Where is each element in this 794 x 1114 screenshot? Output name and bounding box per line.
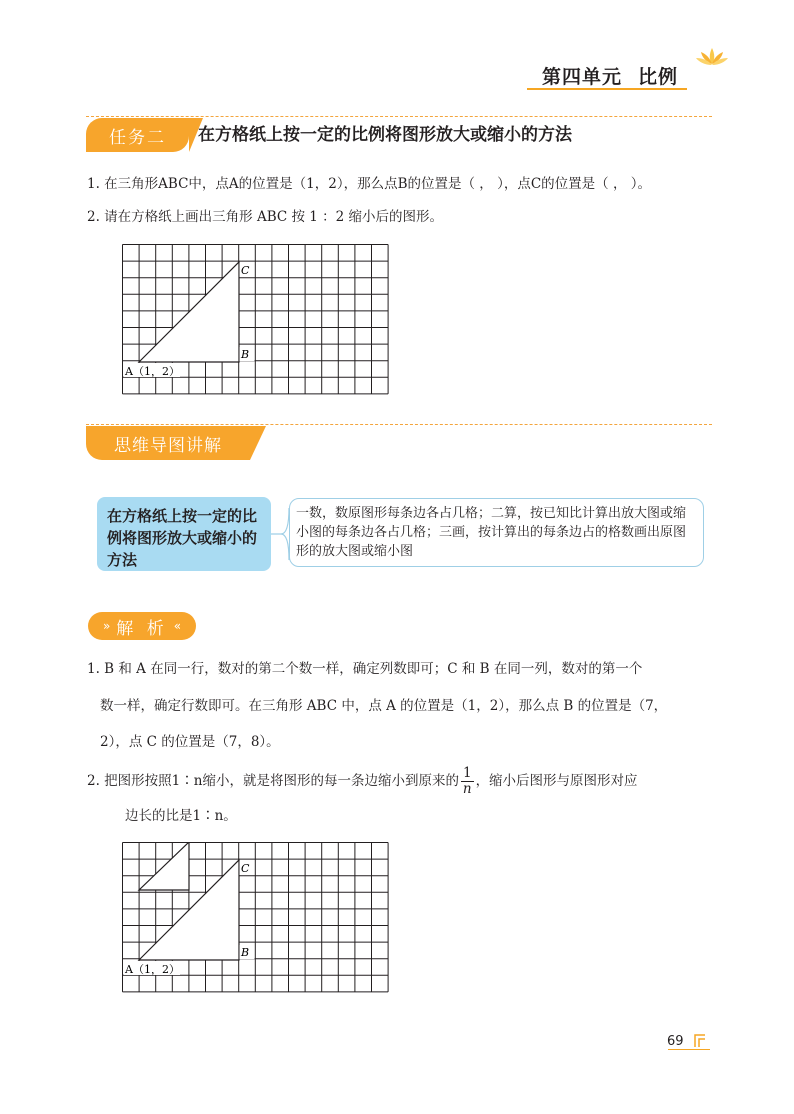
vertex-label-c: C [241, 862, 250, 875]
explanation-1-line-2: 数一样，确定行数即可。在三角形 ABC 中，点 A 的位置是（1，2），那么点 B 的位置是（7， [100, 698, 668, 714]
vertex-label-a: A（1，2） [125, 963, 180, 976]
lotus-icon [694, 44, 730, 70]
grid-figure-1 [122, 244, 389, 396]
mindmap-topic: 在方格纸上按一定的比例将图形放大或缩小的方法 [97, 497, 271, 571]
mindmap-content: 一数，数原图形每条边各占几格；二算，按已知比计算出放大图或缩小图的每条边各占几格；三画，按计算出的每条边占的格数画出原图形的放大图或缩小图 [289, 498, 704, 567]
question-2: 2. 请在方格纸上画出三角形 ABC 按 1 ：2 缩小后的图形。 [87, 209, 444, 225]
fraction-one-over-n [461, 766, 474, 797]
section-divider-2 [86, 424, 712, 425]
double-chevron-right-icon: » [102, 619, 111, 633]
vertex-label-b: B [241, 946, 250, 959]
question-1: 1. 在三角形ABC中，点A的位置是（1，2），那么点B的位置是（ ， ），点C的位置是（ ， ）。 [87, 176, 652, 192]
unit-topic: 比例 [638, 66, 679, 88]
fraction-denominator: n [462, 781, 472, 797]
task-pill: 任务二 [86, 118, 189, 152]
mindmap-connector [271, 504, 291, 564]
unit-label: 第四单元 [542, 66, 623, 88]
mindmap-pill: 思维导图讲解 [86, 426, 250, 460]
explanation-2-prefix: 2. 把图形按照1∶n缩小，就是将图形的每一条边缩小到原来的 [87, 773, 459, 789]
explanation-2-line-1 [87, 766, 638, 797]
analysis-label: 解 析 [116, 618, 168, 639]
page-number: 69 [667, 1034, 684, 1049]
explanation-2-line-2: 边长的比是1∶n。 [125, 808, 237, 824]
fraction-numerator: 1 [462, 765, 472, 781]
unit-title [542, 62, 678, 89]
vertex-label-a: A（1，2） [125, 365, 180, 378]
header-rule [527, 88, 687, 90]
grid-figure-2 [122, 842, 389, 994]
reduced-triangle [139, 842, 189, 890]
explanation-2-suffix: ，缩小后图形与原图形对应 [475, 773, 638, 789]
section-divider [86, 116, 712, 117]
double-chevron-left-icon: « [173, 619, 182, 633]
task-title: 在方格纸上按一定的比例将图形放大或缩小的方法 [198, 125, 572, 145]
page-corner-icon [690, 1030, 710, 1050]
vertex-label-b: B [241, 348, 250, 361]
analysis-pill [88, 612, 196, 640]
explanation-1-line-3: 2），点 C 的位置是（7，8）。 [100, 734, 280, 750]
vertex-label-c: C [241, 264, 250, 277]
explanation-1-line-1: 1. B 和 A 在同一行，数对的第二个数一样，确定列数即可；C 和 B 在同一列，数对的第一个 [87, 661, 643, 677]
